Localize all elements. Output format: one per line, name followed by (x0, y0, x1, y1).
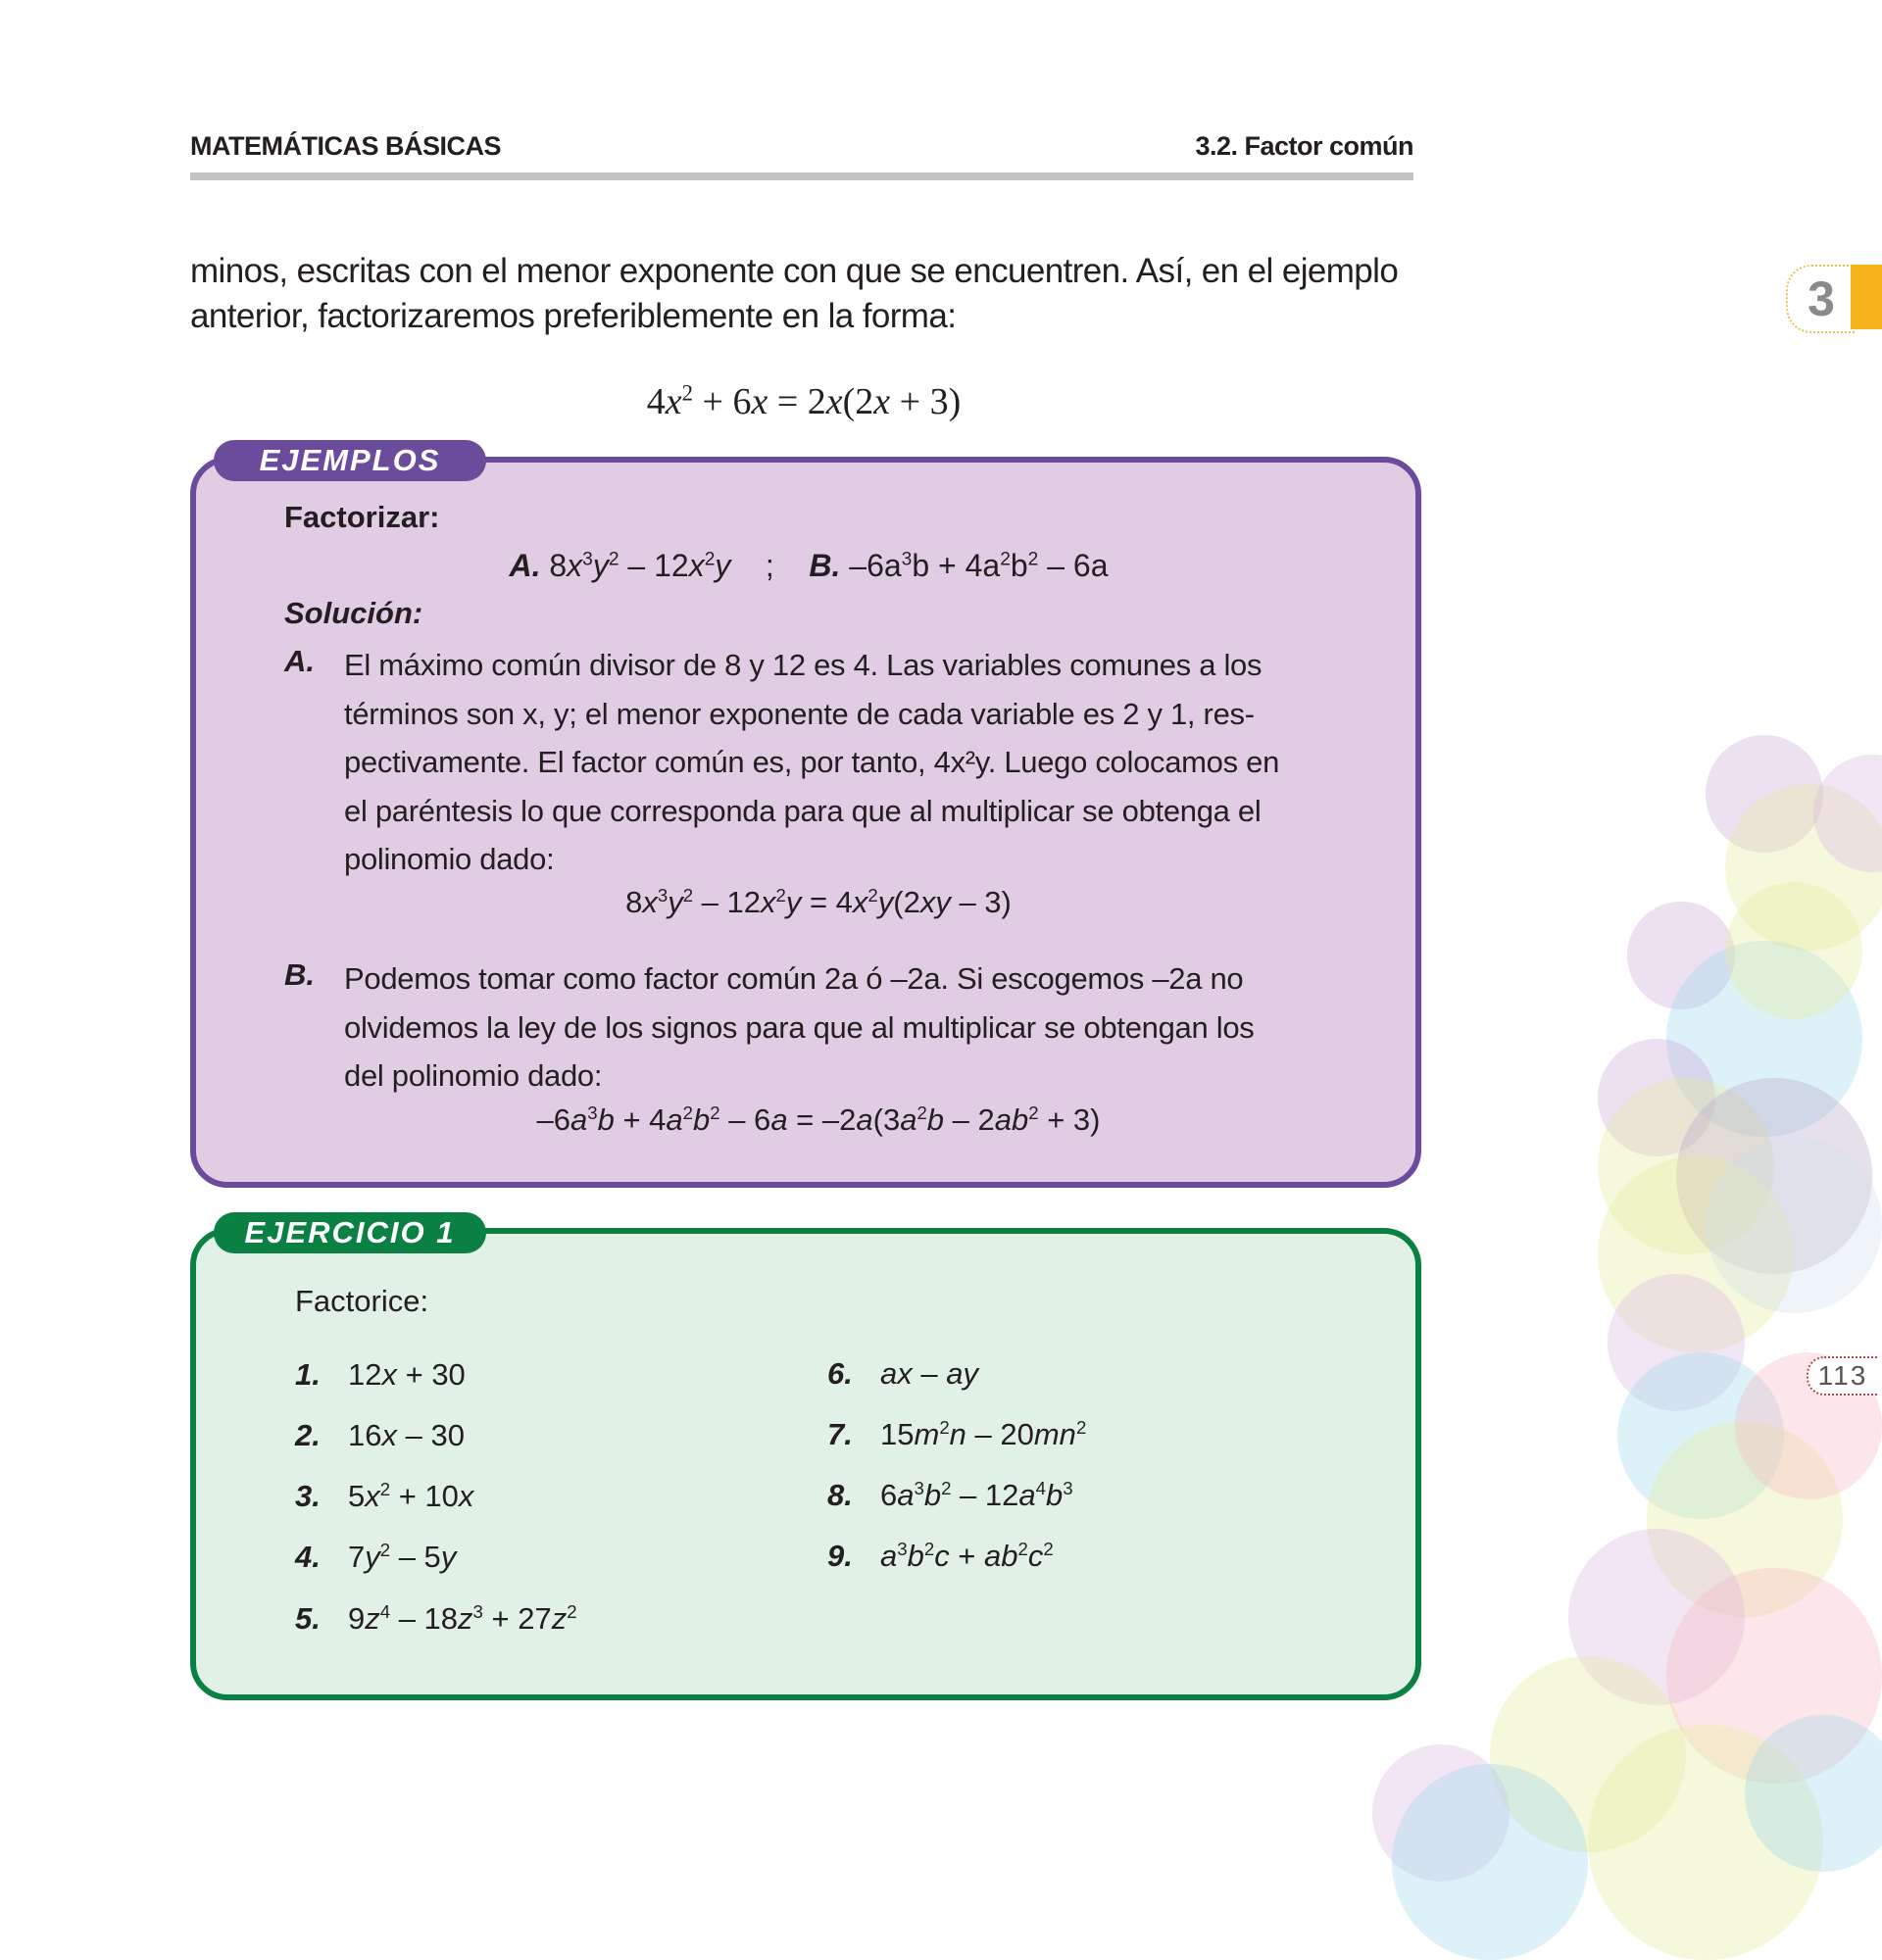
exercise-item: 7. $15m^2n - 20mn^2$ (827, 1416, 1087, 1451)
exercise-tag: EJERCICIO 1 (214, 1212, 486, 1253)
exercise-item: 6. ax – ay (827, 1356, 978, 1391)
exercise-item: 4. $7y^2 - 5y$ (295, 1539, 457, 1574)
solution-line: olvidemos la ley de los signos para que al multiplicar se obtengan los (344, 1009, 1255, 1045)
solution-line: el paréntesis lo que corresponda para que al multiplicar se obtenga el (344, 793, 1262, 828)
intro-line: minos, escritas con el menor exponente con que se encuentren. Así, en el ejemplo (190, 252, 1399, 290)
section-title: 3.2. Factor común (1195, 131, 1413, 161)
examples-tag: EJEMPLOS (214, 440, 486, 481)
chapter-tab: 3 (1786, 265, 1855, 333)
exercise-item: 3. $5x^2 + 10x$ (295, 1478, 474, 1513)
exercise-item: 5. $9z^4 - 18z^3 + 27z^2$ (295, 1600, 577, 1636)
separator: ; (765, 548, 774, 583)
header-rule (190, 172, 1413, 180)
solution-line: pectivamente. El factor común es, por tanto, 4x²y. Luego colocamos en (344, 745, 1280, 779)
solution-line: términos son x, y; el menor exponente de cada variable es 2 y 1, res- (344, 696, 1255, 731)
page-number: 113 (1807, 1356, 1877, 1396)
solution-b-equation: $-6a^3b + 4a^2b^2 - 6a = -2a(3a^2b - 2ab^2 + 3)$ (536, 1102, 1101, 1137)
solution-a-equation: $8x^3y^2 - 12x^2y = 4x^2y(2xy - 3)$ (625, 884, 1012, 919)
solution-title: Solución: (284, 596, 423, 630)
chapter-color-bar (1851, 265, 1882, 329)
examples-problems: A. $8x^3y^2 - 12x^2y$ ; B. $-6a^3b + 4a^2b^2 - 6a$ (509, 548, 1109, 583)
intro-paragraph (190, 249, 1415, 339)
solution-b-text (344, 955, 1295, 1101)
solution-line: Podemos tomar como factor común 2a ó –2a. Si escogemos –2a no (344, 961, 1244, 996)
solution-a-text (344, 641, 1295, 884)
exercise-item: 8. $6a^3b^2 - 12a^4b^3$ (827, 1477, 1073, 1512)
exercise-item: 9. $a^3b^2c + ab^2c^2$ (827, 1538, 1054, 1573)
solution-line: polinomio dado: (344, 842, 555, 876)
problem-a-label: A. (509, 548, 541, 583)
exercise-prompt: Factorice: (295, 1284, 429, 1318)
solution-line: del polinomio dado: (344, 1058, 603, 1093)
solution-line: El máximo común divisor de 8 y 12 es 4. Las variables comunes a los (344, 648, 1263, 682)
examples-prompt: Factorizar: (284, 500, 440, 534)
book-title: MATEMÁTICAS BÁSICAS (190, 131, 501, 161)
solution-b-label: B. (284, 957, 315, 992)
problem-b-label: B. (809, 548, 841, 583)
solution-a-label: A. (284, 644, 315, 678)
exercise-item: 1. 12x + 30 (295, 1357, 466, 1392)
intro-line: anterior, factorizaremos preferiblemente en la forma: (190, 297, 957, 335)
exercise-item: 2. 16x – 30 (295, 1418, 465, 1452)
main-equation: $4x^2 + 6x = 2x(2x + 3)$ (646, 380, 962, 422)
